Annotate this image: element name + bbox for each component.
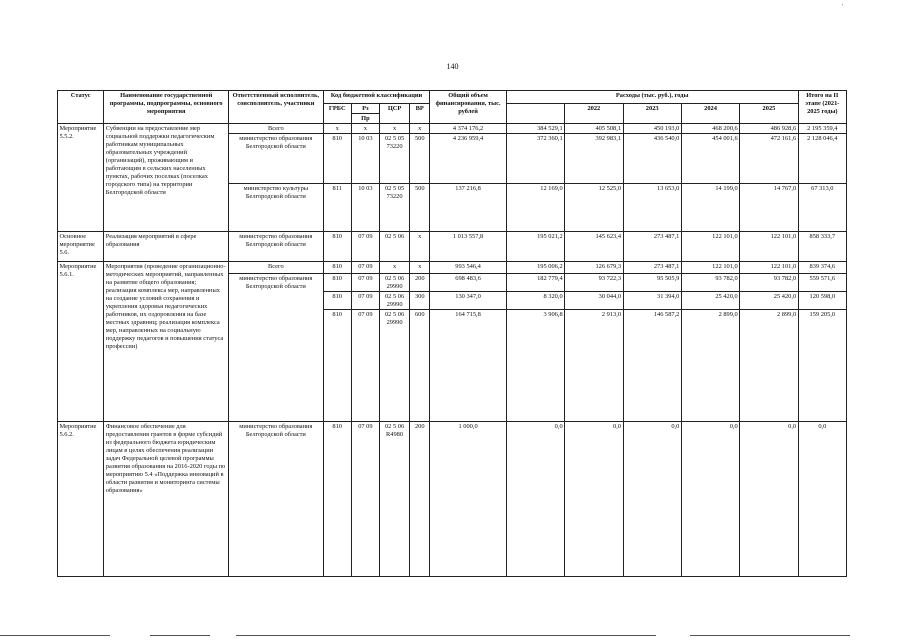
cell-csr: 02 5 06 29990 (379, 310, 409, 422)
header-year-2024: 2024 (681, 104, 739, 124)
cell-year-2025: 122 101,0 (740, 232, 798, 262)
cell-year-2024: 14 199,0 (681, 184, 739, 232)
cell-year-2025: 93 782,0 (740, 274, 798, 292)
cell-year-2022: 392 983,1 (565, 134, 623, 184)
cell-final: 2 195 359,4 (798, 124, 846, 134)
cell-final: 2 128 046,4 (798, 134, 846, 184)
cell-csr: 02 5 06 (379, 232, 409, 262)
cell-year-2024: 25 420,0 (681, 292, 739, 310)
cell-rz-pr: 07 09 (351, 422, 379, 577)
cell-total: 698 483,6 (430, 274, 506, 292)
table-row (58, 232, 847, 262)
cell-year-2024: 468 200,6 (681, 124, 739, 134)
cell-grbs: 810 (323, 422, 351, 577)
header-name: Наименование государственной программы, подпрограммы, основного мероприятия (104, 91, 229, 124)
row-executor: министерство культуры Белгородской области (229, 184, 324, 232)
cell-year-2024: 0,0 (681, 422, 739, 577)
cell-csr: х (379, 124, 409, 134)
cell-vr: 200 (410, 274, 430, 292)
cell-csr: 02 5 05 73220 (379, 184, 409, 232)
row-executor: министерство образования Белгородской области (229, 274, 324, 422)
cell-rz-pr: 07 09 (351, 292, 379, 310)
cell-total: 993 546,4 (430, 262, 506, 274)
cell-year-2025: 122 101,0 (740, 262, 798, 274)
row-status: Основное мероприятие 5.6. (58, 232, 104, 262)
header-pr: Пр (351, 114, 379, 124)
cell-year-2021: 0,0 (506, 422, 564, 577)
cell-year-2025: 25 420,0 (740, 292, 798, 310)
cell-final: 559 571,6 (798, 274, 846, 292)
cell-year-2023: 146 587,2 (623, 310, 681, 422)
cell-year-2025: 472 161,6 (740, 134, 798, 184)
cell-rz-pr: 07 09 (351, 262, 379, 274)
cell-year-2022: 0,0 (565, 422, 623, 577)
cell-grbs: 811 (323, 184, 351, 232)
cell-final: 858 333,7 (798, 232, 846, 262)
table-row (58, 422, 847, 577)
cell-csr: х (379, 262, 409, 274)
header-executor: Ответственный исполнитель, соисполнитель, участники (229, 91, 324, 124)
cell-year-2025: 14 767,0 (740, 184, 798, 232)
cell-vr: 300 (410, 292, 430, 310)
cell-rz-pr: 07 09 (351, 232, 379, 262)
cell-year-2023: 450 193,0 (623, 124, 681, 134)
cell-year-2021: 195 021,2 (506, 232, 564, 262)
cell-year-2023: 273 487,1 (623, 262, 681, 274)
row-status: Мероприятие 5.6.2. (58, 422, 104, 577)
bottom-scan-lines (0, 632, 905, 640)
row-name: Финансовое обеспечение для предоставления грантов в форме субсидий из федерального бюджета юридическим лицам в целях обеспечения реализации задач Федеральной целевой программы развития образования на 2016-2020 годы по мероприятию 5.4 «Поддержка инноваций в области развития и мониторинга системы образования» (104, 422, 229, 577)
cell-year-2023: 436 540,0 (623, 134, 681, 184)
cell-grbs: 810 (323, 262, 351, 274)
cell-grbs: х (323, 124, 351, 134)
cell-year-2024: 2 899,0 (681, 310, 739, 422)
cell-year-2022: 93 722,3 (565, 274, 623, 292)
cell-vr: 500 (410, 134, 430, 184)
cell-year-2022: 126 679,3 (565, 262, 623, 274)
cell-year-2022: 30 044,0 (565, 292, 623, 310)
cell-grbs: 810 (323, 310, 351, 422)
cell-total: 130 347,0 (430, 292, 506, 310)
cell-total: 1 013 557,8 (430, 232, 506, 262)
cell-vr: 600 (410, 310, 430, 422)
cell-year-2023: 13 653,0 (623, 184, 681, 232)
cell-grbs: 810 (323, 134, 351, 184)
cell-total: 4 374 176,2 (430, 124, 506, 134)
cell-year-2021: 8 320,0 (506, 292, 564, 310)
header-year-2025: 2025 (740, 104, 798, 124)
cell-year-2024: 122 101,0 (681, 232, 739, 262)
row-executor: министерство образования Белгородской области (229, 422, 324, 577)
row-name: Мероприятия (проведение организационно-методических мероприятий, направленных на развитие общего образования; реализация комплекса мер, направленных на создание условий сохранения и укрепления здоровья педагогических работников, их оздоровления на базе местных здравниц; реализация комплекса мер, направленных на социальную поддержку педагогов и повышения статуса профессии) (104, 262, 229, 422)
cell-year-2023: 95 505,9 (623, 274, 681, 292)
cell-rz-pr: 07 09 (351, 274, 379, 292)
header-year-2021 (506, 104, 564, 124)
header-year-2023: 2023 (623, 104, 681, 124)
cell-rz-pr: 07 09 (351, 310, 379, 422)
cell-year-2022: 12 525,0 (565, 184, 623, 232)
row-executor: министерство образования Белгородской области (229, 232, 324, 262)
cell-year-2022: 2 913,0 (565, 310, 623, 422)
cell-csr: 02 5 06 R4980 (379, 422, 409, 577)
cell-vr: 500 (410, 184, 430, 232)
cell-final: 120 598,0 (798, 292, 846, 310)
header-expenses: Расходы (тыс. руб.), годы (506, 91, 798, 104)
budget-table (57, 90, 847, 577)
cell-year-2024: 122 101,0 (681, 262, 739, 274)
row-name: Субвенции на предоставление мер социальной поддержки педагогическим работникам муниципальных образовательных учреждений (организаций), проживающим и работающим в сельских населенных пунктах, рабочих поселках (поселках городского типа) на территории Белгородской области (104, 124, 229, 232)
cell-year-2023: 31 394,0 (623, 292, 681, 310)
table-row (58, 124, 847, 134)
header-total: Общий объем финансирования, тыс. рублей (430, 91, 506, 124)
header-csr: ЦСР (379, 104, 409, 124)
cell-rz-pr: 10 03 (351, 184, 379, 232)
cell-year-2021: 182 779,4 (506, 274, 564, 292)
cell-year-2022: 405 508,1 (565, 124, 623, 134)
cell-csr: 02 5 06 29990 (379, 292, 409, 310)
cell-year-2025: 486 928,6 (740, 124, 798, 134)
cell-total: 137 216,8 (430, 184, 506, 232)
page-number: 140 (446, 62, 459, 71)
cell-final: 839 374,6 (798, 262, 846, 274)
header-rz: Рз (351, 104, 379, 114)
cell-grbs: 810 (323, 292, 351, 310)
cell-year-2021: 195 006,2 (506, 262, 564, 274)
cell-year-2023: 0,0 (623, 422, 681, 577)
row-executor: министерство образования Белгородской области (229, 134, 324, 184)
header-budget-code: Код бюджетной классификации (323, 91, 430, 104)
cell-grbs: 810 (323, 232, 351, 262)
cell-year-2021: 384 529,1 (506, 124, 564, 134)
header-grbs: ГРБС (323, 104, 351, 124)
row-status: Мероприятие 5.5.2. (58, 124, 104, 232)
cell-rz-pr: 10 03 (351, 134, 379, 184)
cell-vr: х (410, 124, 430, 134)
cell-csr: 02 5 06 29990 (379, 274, 409, 292)
cell-total: 1 000,0 (430, 422, 506, 577)
row-executor: Всего (229, 262, 324, 274)
cell-vr: х (410, 262, 430, 274)
cell-year-2024: 454 001,6 (681, 134, 739, 184)
cell-grbs: 810 (323, 274, 351, 292)
cell-year-2025: 2 899,0 (740, 310, 798, 422)
cell-rz-pr: х (351, 124, 379, 134)
cell-final: 0,0 (798, 422, 846, 577)
row-status: Мероприятие 5.6.1. (58, 262, 104, 422)
cell-final: 67 313,0 (798, 184, 846, 232)
header-final: Итого на II этапе (2021-2025 годы) (798, 91, 846, 124)
cell-vr: х (410, 232, 430, 262)
cell-year-2024: 93 782,0 (681, 274, 739, 292)
cell-year-2025: 0,0 (740, 422, 798, 577)
table-row (58, 262, 847, 274)
cell-final: 159 205,0 (798, 310, 846, 422)
cell-total: 4 236 959,4 (430, 134, 506, 184)
row-name: Реализация мероприятий в сфере образования (104, 232, 229, 262)
cell-year-2023: 273 487,1 (623, 232, 681, 262)
cell-year-2021: 372 360,1 (506, 134, 564, 184)
corner-mark: ' (842, 4, 844, 10)
header-vr: ВР (410, 104, 430, 124)
cell-year-2022: 145 623,4 (565, 232, 623, 262)
cell-year-2021: 12 169,0 (506, 184, 564, 232)
header-year-2022: 2022 (565, 104, 623, 124)
cell-year-2021: 3 906,8 (506, 310, 564, 422)
cell-vr: 200 (410, 422, 430, 577)
cell-total: 164 715,8 (430, 310, 506, 422)
cell-csr: 02 5 05 73220 (379, 134, 409, 184)
header-status: Статус (58, 91, 104, 124)
row-executor: Всего (229, 124, 324, 134)
